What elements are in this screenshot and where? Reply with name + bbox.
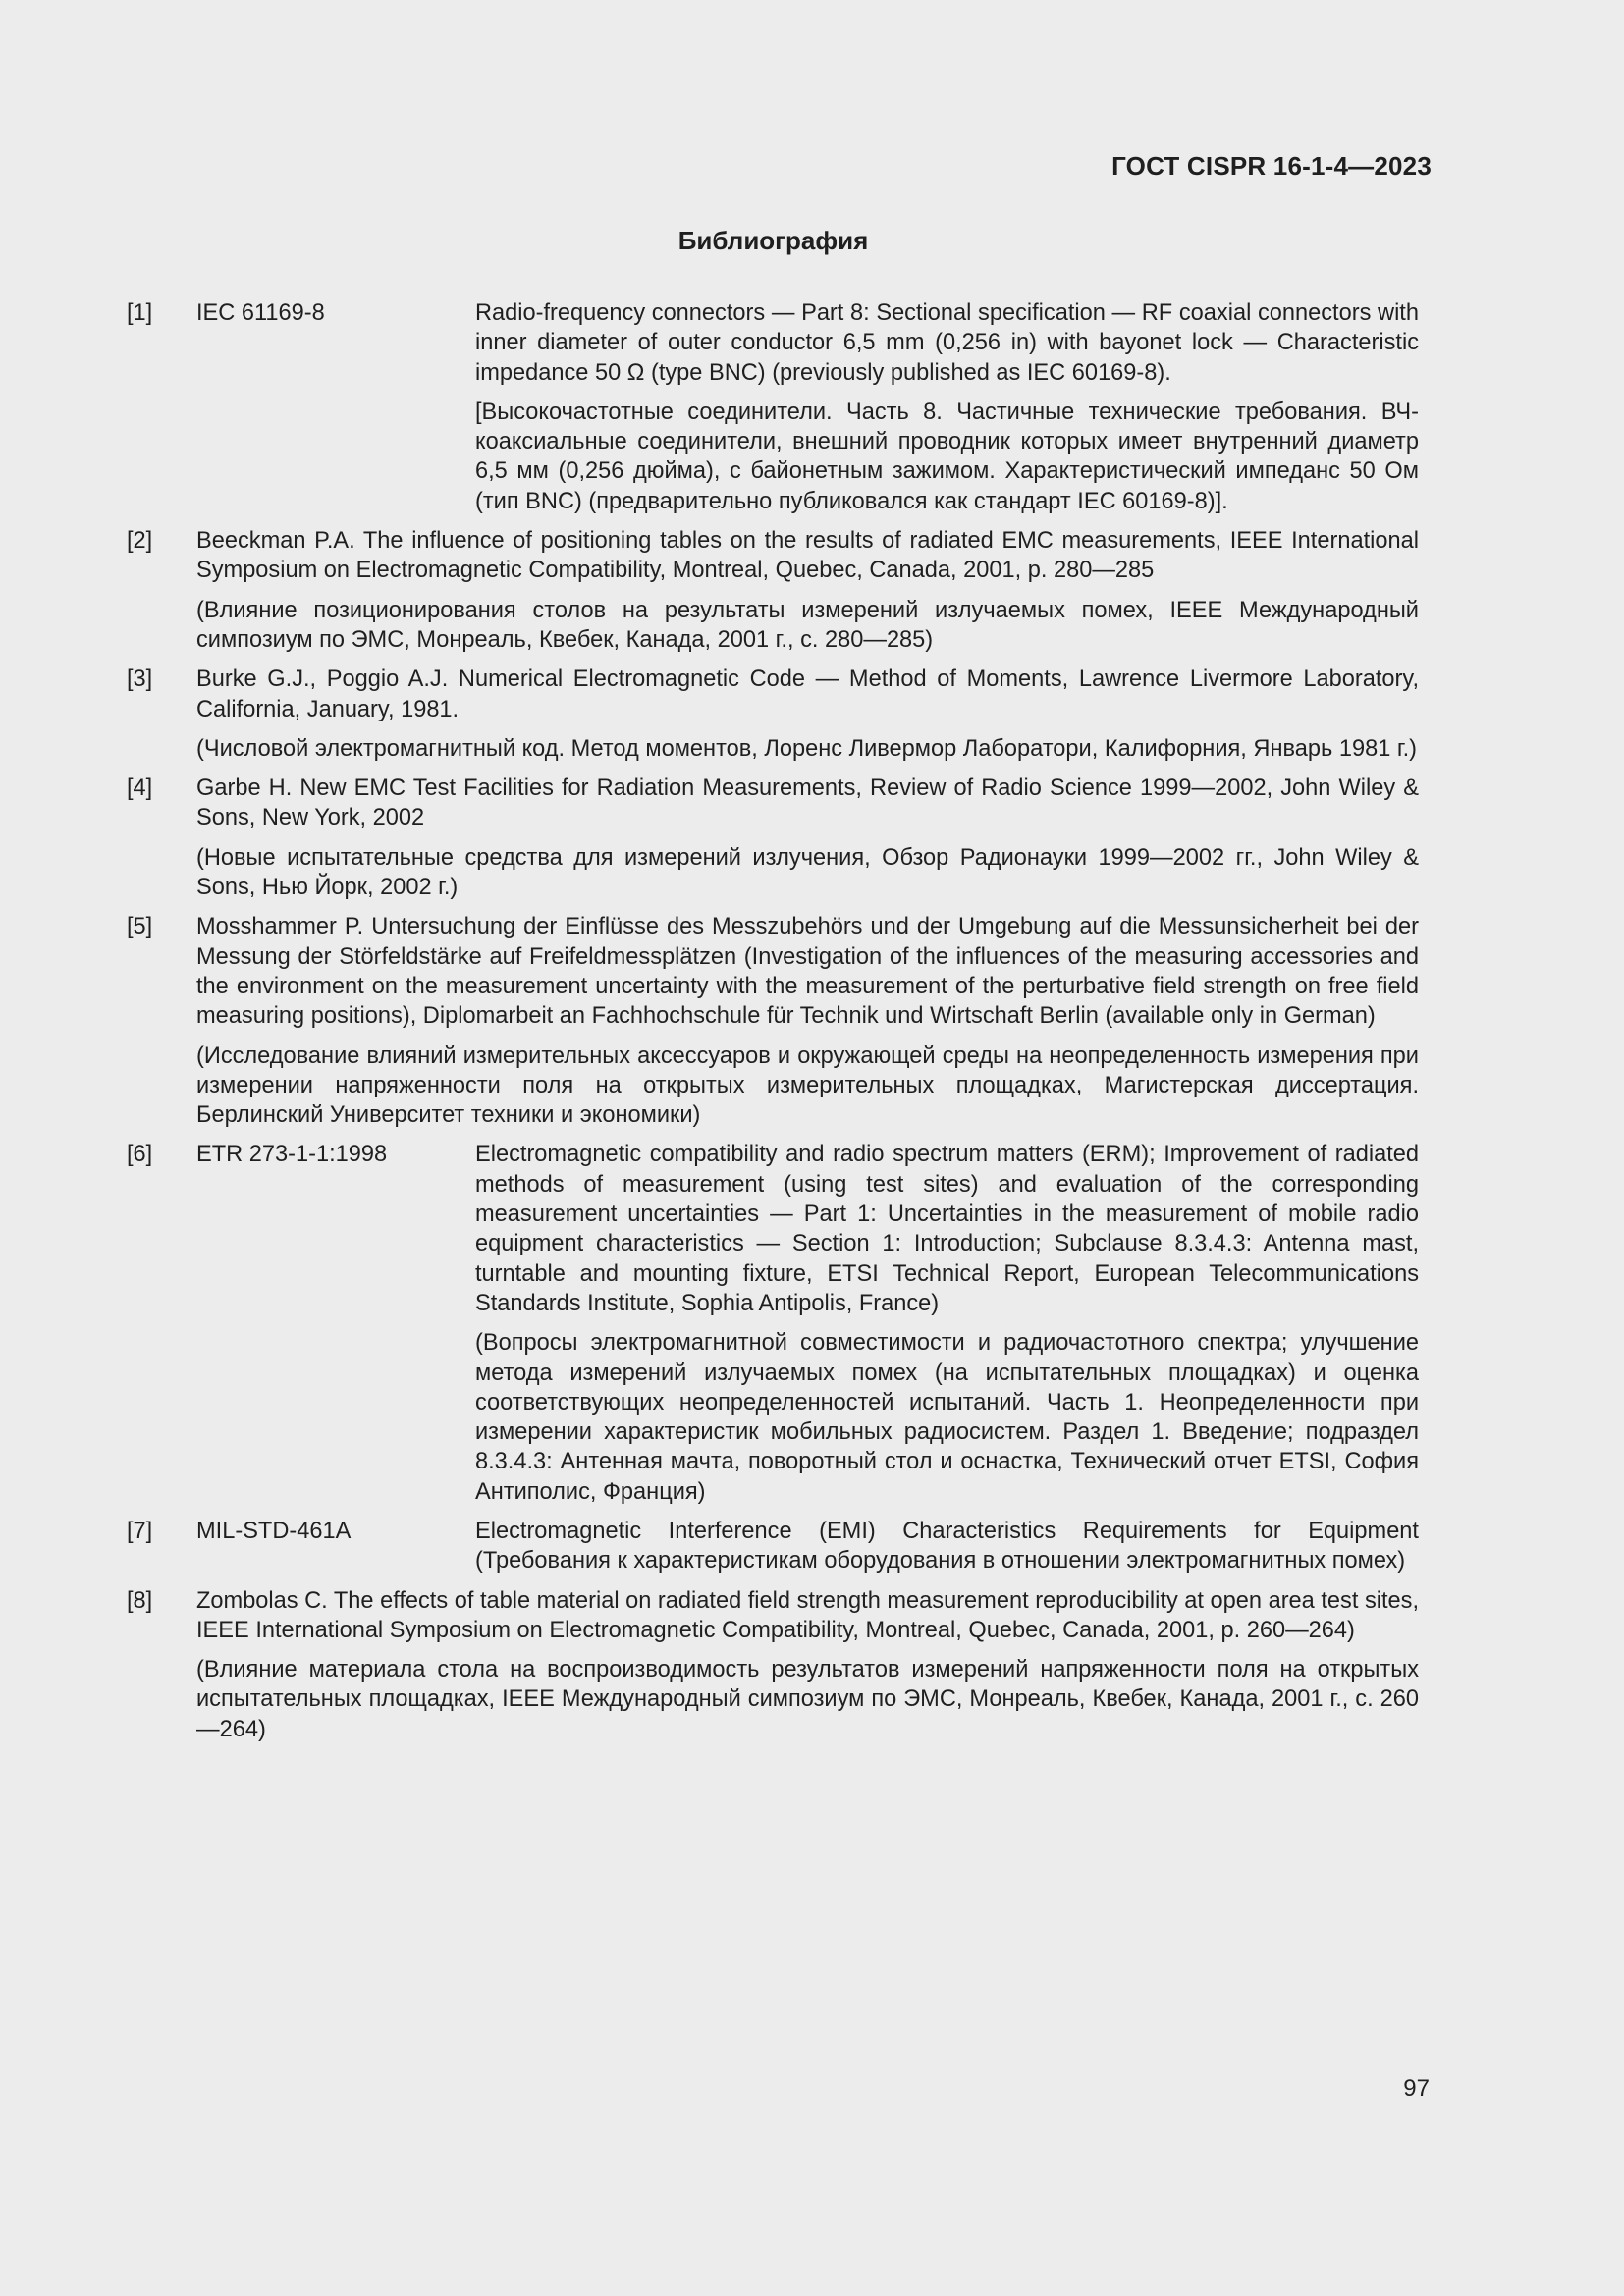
entry-english-text: Burke G.J., Poggio A.J. Numerical Electromagnetic Code — Method of Moments, Lawrence Livermore Laboratory, California, January, 1981. <box>196 667 1419 722</box>
entry-number: [5] <box>127 914 153 940</box>
entry-english-text: Beeckman P.A. The influence of positioning tables on the results of radiated EMC measurements, IEEE International Symposium on Electromagnetic Compatibility, Montreal, Quebec, Canada, 2001, p. 280—285 <box>196 528 1419 584</box>
entry-english-text: Radio-frequency connectors — Part 8: Sectional specification — RF coaxial connectors with inner diameter of outer conductor 6,5 mm (0,256 in) with bayonet lock — Characteristic impedance 50 Ω (type BNC) (previously published as IEC 60169-8). <box>475 300 1419 386</box>
entry-english-text: Mosshammer P. Untersuchung der Einflüsse des Messzubehörs und der Umgebung auf die Messunsicherheit bei der Messung der Störfeldstärke auf Freifeldmessplätzen (Investigation of the influences of the measuring accessories and the environment on the measurement uncertainty with the measurement of the perturbative field strength on free field measuring positions), Diplomarbeit an Fachhochschule für Technik und Wirtschaft Berlin (available only in German) <box>196 914 1419 1030</box>
entry-standard-code: MIL-STD-461A <box>196 1518 352 1544</box>
entry-russian-text: [Высокочастотные соединители. Часть 8. Частичные технические требования. ВЧ-коаксиальные соединители, внешний проводник которых имеет внутренний диаметр 6,5 мм (0,256 дюйма), с байонетным зажимом. Характеристический импеданс 50 Ом (тип BNC) (предварительно публиковался как стандарт IEC 60169-8)]. <box>475 399 1419 514</box>
entry-english-text: Garbe H. New EMC Test Facilities for Radiation Measurements, Review of Radio Science 1999—2002, John Wiley & Sons, New York, 2002 <box>196 775 1419 831</box>
entry-body <box>196 774 1419 902</box>
entry-number: [2] <box>127 528 153 555</box>
entry-number: [1] <box>127 300 153 326</box>
entry-russian-text: (Влияние материала стола на воспроизводимость результатов измерений напряженности поля на открытых испытательных площадках, IEEE Международный симпозиум по ЭМС, Монреаль, Квебек, Канада, 2001 г., с. 260—264) <box>196 1657 1419 1742</box>
entry-russian-text: (Числовой электромагнитный код. Метод моментов, Лоренс Ливермор Лаборатори, Калифорния, Январь 1981 г.) <box>196 735 1418 762</box>
bibliography-entry <box>127 526 1419 655</box>
entry-russian-text: (Вопросы электромагнитной совместимости и радиочастотного спектра; улучшение метода измерений излучаемых помех (на испытательных площадках) и оценка соответствующих неопределенностей испытаний. Часть 1. Неопределенности при измерении характеристик мобильных радиосистем. Раздел 1. Введение; подраздел 8.3.4.3: Антенная мачта, поворотный стол и оснастка, Технический отчет ETSI, София Антиполис, Франция) <box>475 1330 1419 1505</box>
entry-russian-text: (Новые испытательные средства для измерений излучения, Обзор Радионауки 1999—2002 гг., John Wiley & Sons, Нью Йорк, 2002 г.) <box>196 844 1419 901</box>
bibliography-entry <box>127 1517 1419 1576</box>
bibliography-entry <box>127 665 1419 764</box>
entry-standard-code: IEC 61169-8 <box>196 300 325 326</box>
entry-body <box>475 1140 1419 1507</box>
entry-number: [7] <box>127 1518 153 1544</box>
bibliography-entry <box>127 1586 1419 1744</box>
entry-english-text: Electromagnetic Interference (EMI) Characteristics Requirements for Equipment (Требования к характеристикам оборудования в отношении электромагнитных помех) <box>475 1518 1419 1575</box>
entry-number: [8] <box>127 1587 153 1614</box>
bibliography-entry <box>127 774 1419 902</box>
standard-code-header: ГОСТ CISPR 16-1-4—2023 <box>1111 151 1432 181</box>
entry-russian-text: (Влияние позиционирования столов на результаты измерений излучаемых помех, IEEE Международный симпозиум по ЭМС, Монреаль, Квебек, Канада, 2001 г., с. 280—285) <box>196 597 1419 653</box>
entry-number: [3] <box>127 667 153 693</box>
entry-body <box>196 665 1419 764</box>
entry-english-text: Zombolas C. The effects of table material on radiated field strength measurement reproducibility at open area test sites, IEEE International Symposium on Electromagnetic Compatibility, Montreal, Quebec, Canada, 2001, p. 260—264) <box>196 1587 1420 1643</box>
bibliography-entry <box>127 912 1419 1130</box>
bibliography-title: Библиография <box>677 226 869 255</box>
entry-body <box>475 1517 1419 1576</box>
entry-number: [4] <box>127 775 153 802</box>
entry-english-text: Electromagnetic compatibility and radio spectrum matters (ERM); Improvement of radiated methods of measurement (using test sites) and evaluation of the corresponding measurement uncertainties — Part 1: Uncertainties in the measurement of mobile radio equipment characteristics — Section 1: Introduction; Subclause 8.3.4.3: Antenna mast, turntable and mounting fixture, ETSI Technical Report, European Telecommunications Standards Institute, Sophia Antipolis, France) <box>475 1142 1419 1316</box>
page-number: 97 <box>1403 2075 1430 2102</box>
bibliography-entry <box>127 298 1419 516</box>
entry-body <box>196 912 1419 1130</box>
entry-number: [6] <box>127 1142 153 1168</box>
entry-body <box>196 526 1419 655</box>
bibliography-list <box>127 298 1419 1754</box>
entry-body <box>196 1586 1419 1744</box>
entry-body <box>475 298 1419 516</box>
bibliography-entry <box>127 1140 1419 1507</box>
entry-standard-code: ETR 273-1-1:1998 <box>196 1142 388 1168</box>
entry-russian-text: (Исследование влияний измерительных аксессуаров и окружающей среды на неопределенность измерения при измерении напряженности поля на открытых измерительных площадках, Магистерская диссертация. Берлинский Университет техники и экономики) <box>196 1042 1419 1129</box>
